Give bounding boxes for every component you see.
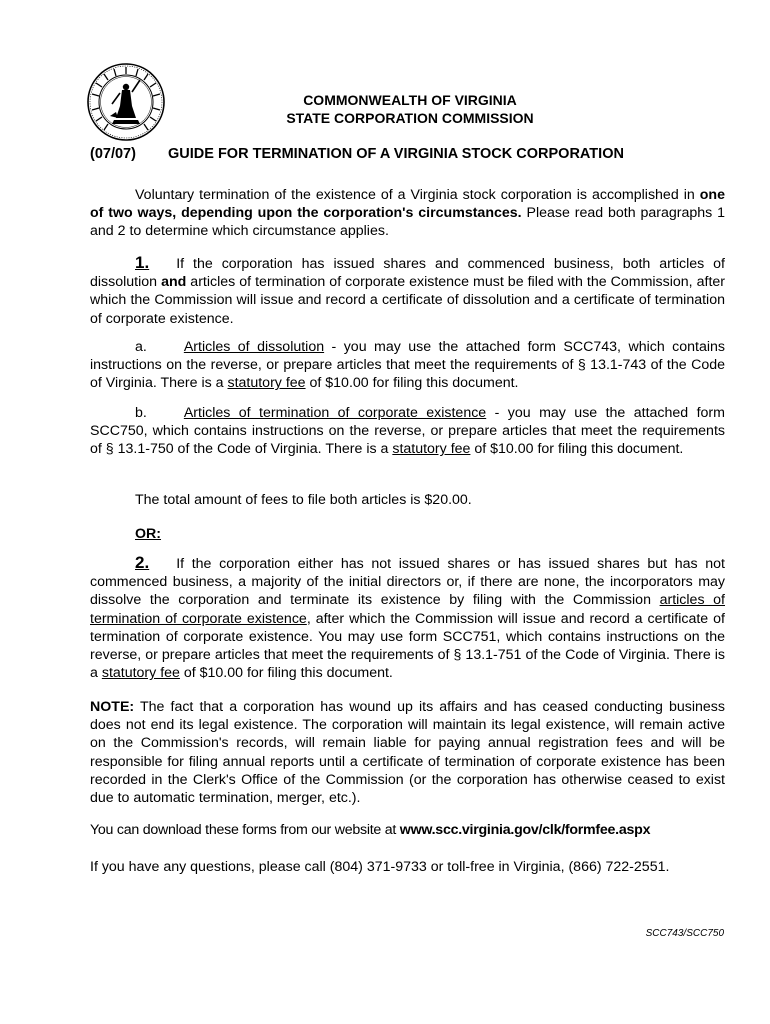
note-label: NOTE:: [90, 699, 135, 715]
intro-text-2: Please read both paragraphs 1 and 2 to determine which circumstance applies.: [90, 205, 726, 240]
form-date: (07/07): [90, 146, 136, 162]
paragraph-2-text-1: If the corporation either has not issued shares or has issued shares but has not commenced business, a majority of the initial directors or, if there are none, the incorporators may dissolve the corporation and terminate its existence by filing with the Commission: [90, 556, 725, 609]
intro-text-1: Voluntary termination of the existence of a Virginia stock corporation is accomplished in: [135, 187, 700, 203]
item-a-fee: statutory fee: [227, 375, 306, 392]
or-separator: [90, 525, 725, 543]
item-a-title: Articles of dissolution: [183, 339, 325, 355]
item-a-text-2: of $10.00 for filing this document.: [305, 375, 519, 392]
intro-paragraph: [90, 186, 725, 241]
total-fees: [90, 491, 725, 509]
paragraph-1-text-1: If the corporation has issued shares and commenced business, both articles of dissolution: [90, 256, 725, 291]
paragraph-2-articles: articles of termination of corporate existence: [90, 592, 725, 627]
paragraph-1-bold: and: [161, 274, 187, 291]
virginia-seal-icon: [86, 62, 166, 142]
guide-title: GUIDE FOR TERMINATION OF A VIRGINIA STOCK CORPORATION: [168, 146, 624, 162]
item-a-label: a.: [135, 339, 147, 355]
note-paragraph: [90, 698, 725, 807]
item-b-text-2: of $10.00 for filing this document.: [470, 441, 684, 458]
header-commonwealth: COMMONWEALTH OF VIRGINIA: [303, 92, 517, 108]
paragraph-2-text-3: of $10.00 for filing this document.: [179, 665, 393, 682]
download-text: You can download these forms from our website at: [90, 822, 400, 838]
questions-line: If you have any questions, please call (804) 371-9733 or toll-free in Virginia, (866) 722-2551.: [90, 859, 670, 875]
item-a: [90, 338, 725, 393]
item-b-title: Articles of termination of corporate existence: [183, 405, 487, 421]
note-text: The fact that a corporation has wound up its affairs and has ceased conducting business does not end its legal existence. The corporation will maintain its legal existence, will remain active on the Commission's records, will remain liable for paying annual registration fees and will be responsible for filing annual reports until a certificate of termination of corporate existence has been recorded in the Clerk's Office of the Commission (or the corporation has otherwise ceased to exist due to automatic termination, merger, etc.).: [90, 699, 725, 807]
download-line: [90, 821, 650, 839]
download-link[interactable]: www.scc.virginia.gov/clk/formfee.aspx: [399, 822, 651, 838]
header-commission: STATE CORPORATION COMMISSION: [286, 110, 534, 126]
paragraph-2-text-2: , after which the Commission will issue and record a certificate of termination of corporate existence. You may use form SCC751, which contains instructions on the reverse, or prepare articles that meet the requirements of § 13.1-751 of the Code of Virginia. There is a: [90, 610, 726, 682]
total-fees-text: The total amount of fees to file both articles is $20.00.: [135, 492, 472, 508]
item-b-fee: statutory fee: [392, 441, 471, 458]
item-b: [90, 404, 725, 459]
paragraph-2-number: 2.: [135, 553, 150, 572]
or-label: OR:: [135, 526, 162, 542]
item-b-label: b.: [135, 405, 147, 421]
paragraph-1: [90, 254, 725, 328]
form-codes: SCC743/SCC750: [645, 928, 724, 939]
intro-bold: one of two ways, depending upon the corporation's circumstances.: [90, 187, 725, 222]
item-b-text-1: - you may use the attached form SCC750, which contains instructions on the reverse, or prepare articles that meet the requirements of § 13.1-750 of the Code of Virginia. There is a: [90, 405, 725, 458]
item-a-text-1: - you may use the attached form SCC743, which contains instructions on the reverse, or prepare articles that meet the requirements of § 13.1-743 of the Code of Virginia. There is a: [90, 339, 725, 392]
paragraph-2: [90, 554, 725, 682]
paragraph-1-number: 1.: [135, 253, 150, 272]
paragraph-2-fee: statutory fee: [101, 665, 180, 682]
paragraph-1-text-2: articles of termination of corporate existence must be filed with the Commission, after which the Commission will issue and record a certificate of dissolution and a certificate of termination of corporate existence.: [90, 274, 726, 327]
